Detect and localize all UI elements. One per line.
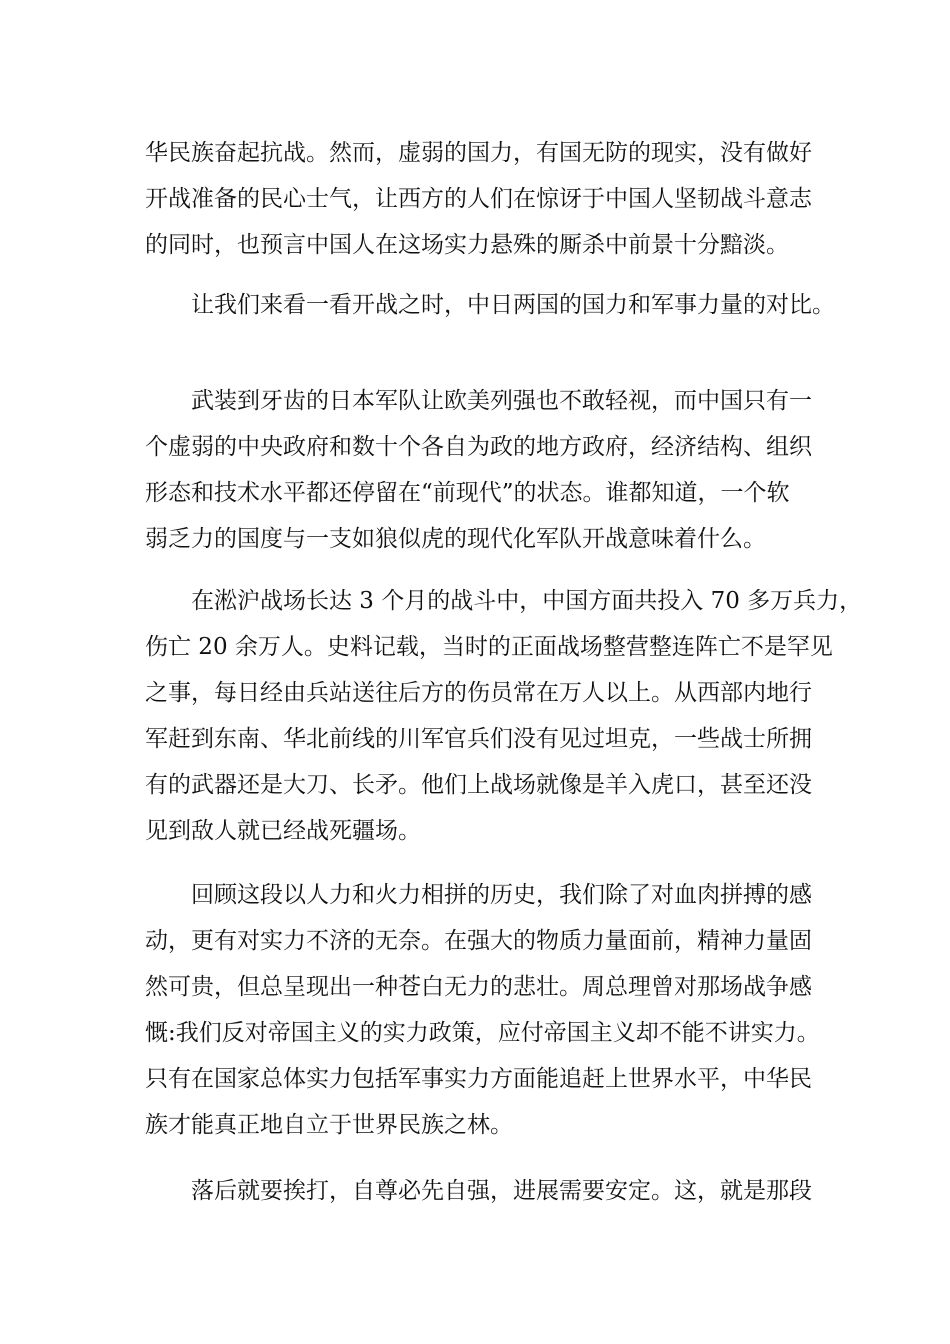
paragraph-6 xyxy=(145,1168,817,1214)
text-line: 回顾这段以人力和火力相拼的历史，我们除了对血肉拼搏的感 xyxy=(191,882,812,908)
text-line: 形态和技术水平都还停留在“前现代”的状态。谁都知道，一个软 xyxy=(145,480,790,506)
text-line: 军赶到东南、华北前线的川军官兵们没有见过坦克，一些战士所拥 xyxy=(145,726,812,752)
text-line: 伤亡 20 余万人。史料记载，当时的正面战场整营整连阵亡不是罕见 xyxy=(145,634,833,660)
text-line: 的同时，也预言中国人在这场实力悬殊的厮杀中前景十分黯淡。 xyxy=(145,232,789,258)
text-line: 然可贵，但总呈现出一种苍白无力的悲壮。周总理曾对那场战争感 xyxy=(145,974,812,1000)
text-line: 华民族奋起抗战。然而，虚弱的国力，有国无防的现实，没有做好 xyxy=(145,140,812,166)
text-line: 有的武器还是大刀、长矛。他们上战场就像是羊入虎口，甚至还没 xyxy=(145,772,812,798)
paragraph-4 xyxy=(145,578,863,854)
text-line: 只有在国家总体实力包括军事实力方面能追赶上世界水平，中华民 xyxy=(145,1066,812,1092)
paragraph-5 xyxy=(145,872,820,1148)
text-line: 慨:我们反对帝国主义的实力政策，应付帝国主义却不能不讲实力。 xyxy=(145,1020,820,1046)
text-line: 个虚弱的中央政府和数十个各自为政的地方政府，经济结构、组织 xyxy=(145,434,812,460)
text-line: 动，更有对实力不济的无奈。在强大的物质力量面前，精神力量固 xyxy=(145,928,812,954)
paragraph-3 xyxy=(145,378,817,562)
text-line: 见到敌人就已经战死疆场。 xyxy=(145,818,421,844)
text-line: 在淞沪战场长达 3 个月的战斗中，中国方面共投入 70 多万兵力， xyxy=(191,588,863,614)
text-line: 武装到牙齿的日本军队让欧美列强也不敢轻视，而中国只有一 xyxy=(191,388,812,414)
text-line: 落后就要挨打，自尊必先自强，进展需要安定。这，就是那段 xyxy=(191,1178,812,1204)
paragraph-2 xyxy=(145,282,835,328)
text-line: 弱乏力的国度与一支如狼似虎的现代化军队开战意味着什么。 xyxy=(145,526,766,552)
paragraph-1 xyxy=(145,130,817,268)
text-line: 之事，每日经由兵站送往后方的伤员常在万人以上。从西部内地行 xyxy=(145,680,812,706)
text-line: 族才能真正地自立于世界民族之林。 xyxy=(145,1112,513,1138)
text-line: 让我们来看一看开战之时，中日两国的国力和军事力量的对比。 xyxy=(191,292,835,318)
text-line: 开战准备的民心士气，让西方的人们在惊讶于中国人坚韧战斗意志 xyxy=(145,186,812,212)
